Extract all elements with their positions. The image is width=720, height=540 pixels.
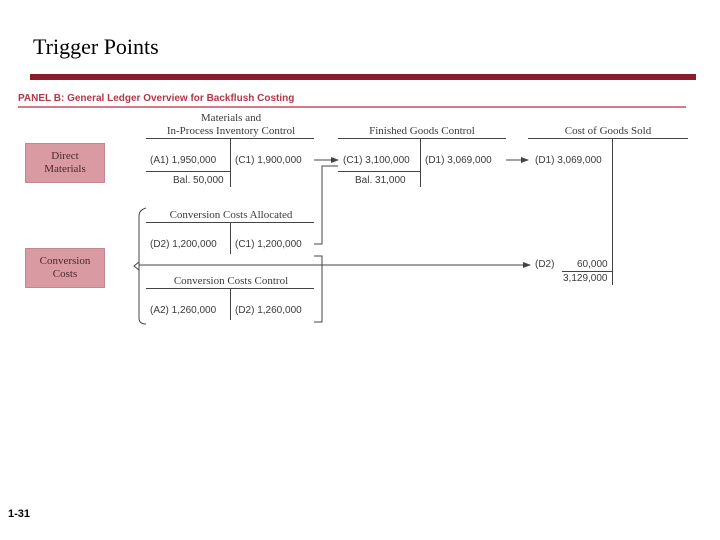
conv-allocated-debit: (D2) 1,200,000 xyxy=(150,239,217,250)
finished-goods-credit: (D1) 3,069,000 xyxy=(425,155,492,166)
finished-goods-debit: (C1) 3,100,000 xyxy=(343,155,410,166)
conversion-bracket-tip xyxy=(134,262,139,270)
materials-wip-title-2: In-Process Inventory Control xyxy=(166,125,296,137)
conv-control-connector xyxy=(314,256,322,322)
cogs-total: 3,129,000 xyxy=(563,273,608,284)
conv-control-credit: (D2) 1,260,000 xyxy=(235,305,302,316)
conv-allocated-title: Conversion Costs Allocated xyxy=(169,209,293,221)
cogs-debit-d2-amount: 60,000 xyxy=(577,259,608,270)
conv-allocated-credit: (C1) 1,200,000 xyxy=(235,239,302,250)
cogs-debit-d1: (D1) 3,069,000 xyxy=(535,155,602,166)
materials-wip-credit: (C1) 1,900,000 xyxy=(235,155,302,166)
conversion-bracket xyxy=(139,208,146,324)
materials-wip-balance: Bal. 50,000 xyxy=(173,175,224,186)
direct-materials-label-2: Materials xyxy=(44,163,86,175)
conv-control-title: Conversion Costs Control xyxy=(173,275,289,287)
finished-goods-title: Finished Goods Control xyxy=(369,125,475,137)
cogs-title: Cost of Goods Sold xyxy=(564,125,652,137)
conv-control-debit: (A2) 1,260,000 xyxy=(150,305,217,316)
conversion-costs-label-2: Costs xyxy=(52,268,78,280)
panel-header: PANEL B: General Ledger Overview for Backflush Costing xyxy=(18,93,295,104)
materials-wip-title-1: Materials and xyxy=(200,112,262,124)
finished-goods-balance: Bal. 31,000 xyxy=(355,175,406,186)
direct-materials-label-1: Direct xyxy=(51,150,79,162)
materials-wip-debit: (A1) 1,950,000 xyxy=(150,155,217,166)
slide-number: 1-31 xyxy=(8,508,31,520)
conversion-costs-label-1: Conversion xyxy=(39,255,91,267)
slide-title: Trigger Points xyxy=(33,34,159,59)
arrow-c1-conversion xyxy=(314,166,338,244)
cogs-debit-d2-ref: (D2) xyxy=(535,259,555,270)
